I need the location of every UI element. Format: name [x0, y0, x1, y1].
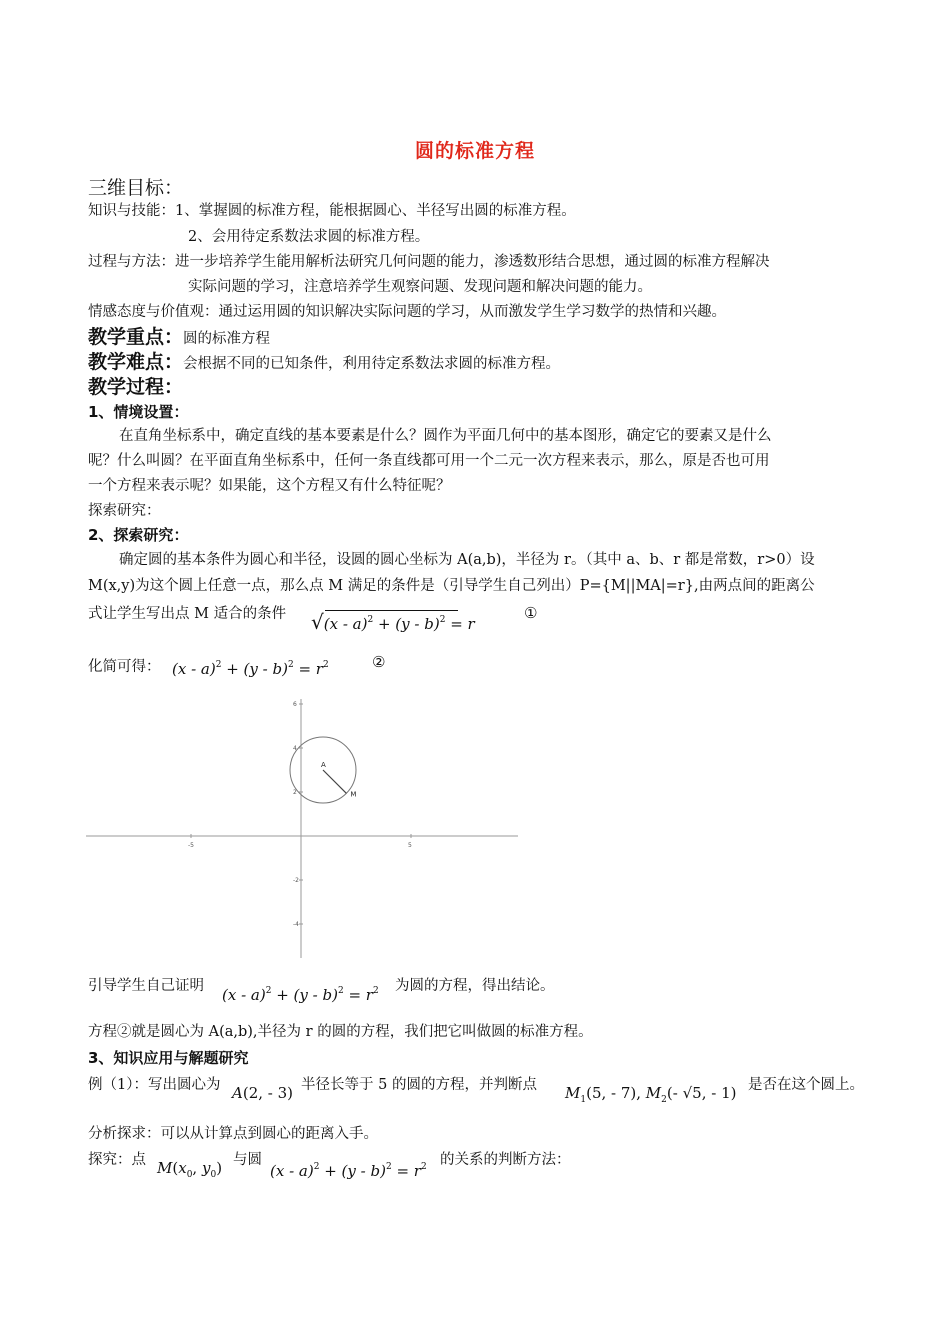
section1-p4: 探索研究： [88, 503, 161, 519]
section2-heading: 2、探索研究： [88, 526, 189, 544]
difficulty-row [88, 351, 560, 375]
document-title: 圆的标准方程 [414, 140, 535, 162]
y-tick-label: -2 [293, 877, 299, 884]
equation-mark-2: ② [372, 653, 386, 671]
section1-p1: 在直角坐标系中，确定直线的基本要素是什么？圆作为平面几何中的基本图形，确定它的要素又是什么 [119, 428, 772, 444]
section2-p2: M(x,y)为这个圆上任意一点，那么点 M 满足的条件是（引导学生自己列出）P={M||MA|=r},由两点间的距离公 [88, 578, 815, 594]
explore-text-c: 的关系的判断方法： [440, 1152, 571, 1168]
key-point-label: 教学重点 [88, 326, 165, 348]
key-point-row [88, 326, 270, 350]
knowledge-item-1: 1、掌握圆的标准方程，能根据圆心、半径写出圆的标准方程。 [175, 203, 576, 219]
conclusion-line: 方程②就是圆心为 A(a,b),半径为 r 的圆的方程，我们把它叫做圆的标准方程。 [88, 1024, 593, 1040]
example-center: A(2, - 3) [232, 1084, 294, 1102]
axis-ticks [188, 701, 412, 928]
example-points: $M_1(5$, - 7), $M_2(-$ √5, - 1) [565, 1084, 737, 1105]
explore-text-a: 探究：点 [88, 1152, 146, 1168]
section3-heading: 3、知识应用与解题研究 [88, 1049, 249, 1067]
process-label: 过程与方法： [88, 254, 175, 270]
goals-heading: 三维目标： [88, 177, 184, 199]
process-text-1: 进一步培养学生能用解析法研究几何问题的能力，渗透数形结合思想，通过圆的标准方程解决 [175, 254, 770, 270]
point-m-label: M [350, 790, 357, 799]
explore-point: $M(x_0$, $y_0$) [157, 1159, 223, 1180]
key-point-colon: ： [164, 326, 184, 348]
emotion-line: 情感态度与价值观：通过运用圆的知识解决实际问题的学习，从而激发学生学习数学的热情和兴趣。 [88, 304, 726, 320]
y-tick-label: 6 [293, 701, 297, 708]
proof-pre: 引导学生自己证明 [88, 978, 204, 994]
key-point-text: 圆的标准方程 [183, 331, 271, 347]
difficulty-label: 教学难点 [88, 351, 165, 373]
simplify-label: 化简可得： [88, 659, 161, 675]
analysis-line: 分析探求：可以从计算点到圆心的距离入手。 [88, 1126, 378, 1142]
equation-mark-1: ① [524, 604, 538, 622]
center-label: A [321, 761, 326, 769]
knowledge-item-2: 2、会用待定系数法求圆的标准方程。 [188, 229, 430, 245]
section1-p3: 一个方程来表示呢？如果能，这个方程又有什么特征呢？ [88, 478, 451, 494]
process-heading: 教学过程： [88, 376, 184, 398]
equation-proof: $(x - a)^2 + (y - b)^2 = r^2$ [222, 986, 379, 1004]
example-text-a: 例（1）：写出圆心为 [88, 1077, 221, 1093]
knowledge-line [88, 201, 576, 221]
section2-p1: 确定圆的基本条件为圆心和半径，设圆的圆心坐标为 A(a,b)，半径为 r。（其中 a、b、r 都是常数，r>0）设 [119, 552, 815, 568]
section1-p2: 呢？什么叫圆？在平面直角坐标系中，任何一条直线都可用一个二元一次方程来表示，那么，原是否也可用 [88, 453, 770, 469]
explore-text-b: 与圆 [233, 1152, 262, 1168]
explore-equation: $(x - a)^2 + (y - b)^2 = r^2$ [270, 1162, 427, 1180]
equation-distance: √(x - a)$^2$ + (y - b)$^2$ = r [311, 610, 475, 634]
x-tick-label: -5 [188, 842, 194, 849]
x-tick-label: 5 [408, 842, 412, 849]
knowledge-label: 知识与技能： [88, 203, 175, 219]
example-text-b: 半径长等于 5 的圆的方程，并判断点 [301, 1077, 537, 1093]
process-line-2: 实际问题的学习，注意培养学生观察问题、发现问题和解决问题的能力。 [188, 279, 652, 295]
y-tick-label: 4 [293, 745, 297, 752]
y-tick-label: -4 [293, 921, 299, 928]
example-text-c: 是否在这个圆上。 [748, 1077, 864, 1093]
section2-p3: 式让学生写出点 M 适合的条件 [88, 606, 287, 622]
coordinate-graph [86, 696, 520, 962]
radius-segment [323, 770, 346, 793]
difficulty-text: 会根据不同的已知条件，利用待定系数法求圆的标准方程。 [183, 356, 561, 372]
difficulty-colon: ： [164, 351, 184, 373]
proof-post: 为圆的方程，得出结论。 [395, 978, 555, 994]
y-tick-label: 2 [293, 789, 297, 796]
equation-standard: $(x - a)^2 + (y - b)^2 = r^2$ [172, 660, 329, 678]
sqrt-overline [325, 610, 458, 611]
section1-heading: 1、情境设置： [88, 403, 189, 421]
process-line-1 [88, 252, 770, 272]
